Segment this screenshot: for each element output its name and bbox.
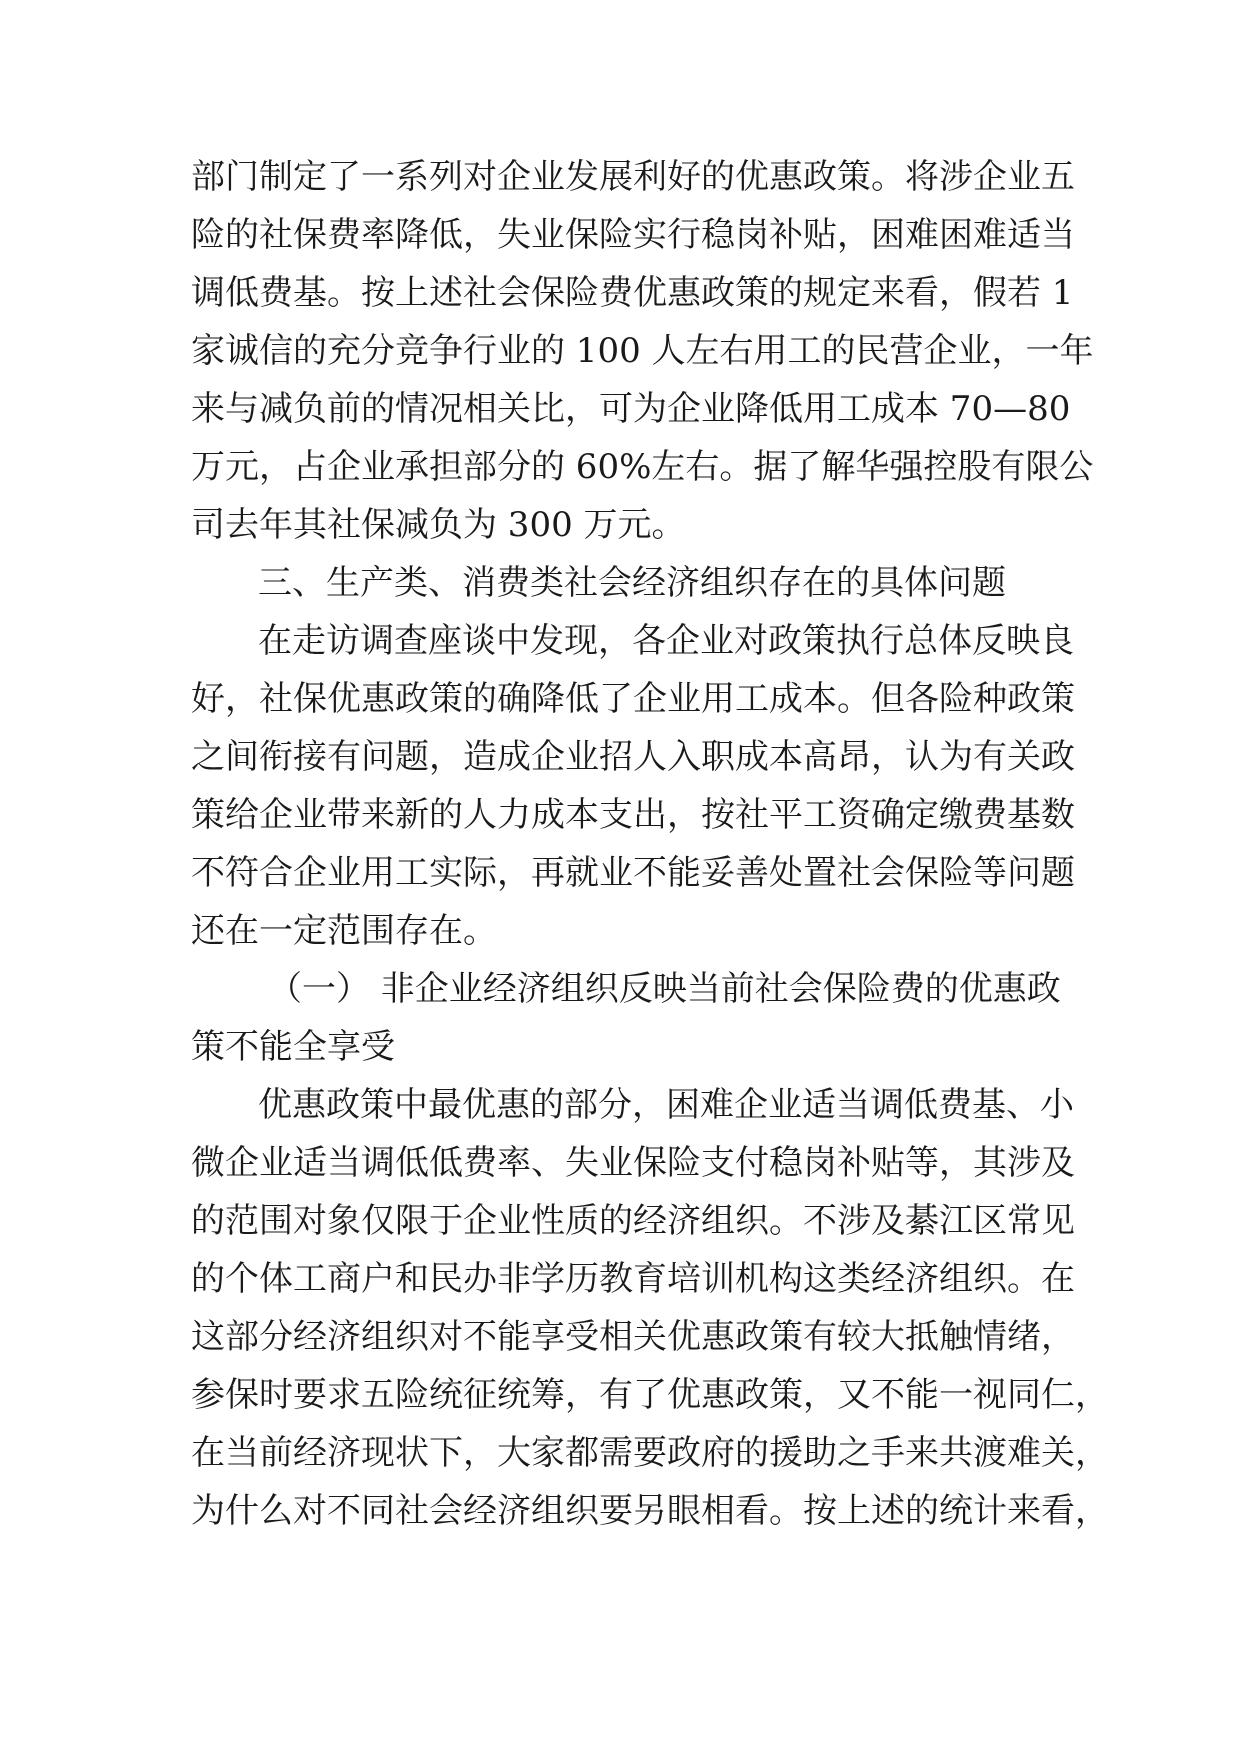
text-line: 策给企业带来新的人力成本支出，按社平工资确定缴费基数 — [191, 795, 1075, 835]
text-line: 的个体工商户和民办非学历教育培训机构这类经济组织。在 — [191, 1259, 1075, 1299]
text-line: 在走访调查座谈中发现，各企业对政策执行总体反映良 — [258, 621, 1074, 661]
text-line: 的范围对象仅限于企业性质的经济组织。不涉及綦江区常见 — [191, 1201, 1075, 1241]
text-line: 还在一定范围存在。 — [191, 911, 497, 951]
section-heading: 三、生产类、消费类社会经济组织存在的具体问题 — [258, 563, 1006, 603]
text-line: 在当前经济现状下，大家都需要政府的援助之手来共渡难关， — [191, 1433, 1109, 1473]
subsection-heading-cont: 策不能全享受 — [191, 1027, 395, 1067]
text-line: 家诚信的充分竞争行业的 100 人左右用工的民营企业，一年 — [191, 331, 1094, 371]
subsection-heading: （一） 非企业经济组织反映当前社会保险费的优惠政 — [268, 969, 1061, 1009]
text-line: 来与减负前的情况相关比，可为企业降低用工成本 70—80 — [191, 389, 1071, 429]
text-line: 险的社保费率降低，失业保险实行稳岗补贴，困难困难适当 — [191, 215, 1075, 255]
text-line: 部门制定了一系列对企业发展利好的优惠政策。将涉企业五 — [191, 157, 1075, 197]
text-line: 之间衔接有问题，造成企业招人入职成本高昂，认为有关政 — [191, 737, 1075, 777]
text-line: 微企业适当调低低费率、失业保险支付稳岗补贴等，其涉及 — [191, 1143, 1075, 1183]
text-line: 参保时要求五险统征统筹，有了优惠政策，又不能一视同仁， — [191, 1375, 1109, 1415]
text-line: 司去年其社保减负为 300 万元。 — [191, 505, 686, 545]
text-line: 调低费基。按上述社会保险费优惠政策的规定来看，假若 1 — [191, 273, 1074, 313]
text-line: 好，社保优惠政策的确降低了企业用工成本。但各险种政策 — [191, 679, 1075, 719]
text-line: 不符合企业用工实际，再就业不能妥善处置社会保险等问题 — [191, 853, 1075, 893]
text-line: 万元，占企业承担部分的 60%左右。据了解华强控股有限公 — [191, 447, 1094, 487]
text-line: 这部分经济组织对不能享受相关优惠政策有较大抵触情绪， — [191, 1317, 1075, 1357]
text-line: 优惠政策中最优惠的部分，困难企业适当调低费基、小 — [258, 1085, 1074, 1125]
text-line: 为什么对不同社会经济组织要另眼相看。按上述的统计来看， — [191, 1491, 1109, 1531]
